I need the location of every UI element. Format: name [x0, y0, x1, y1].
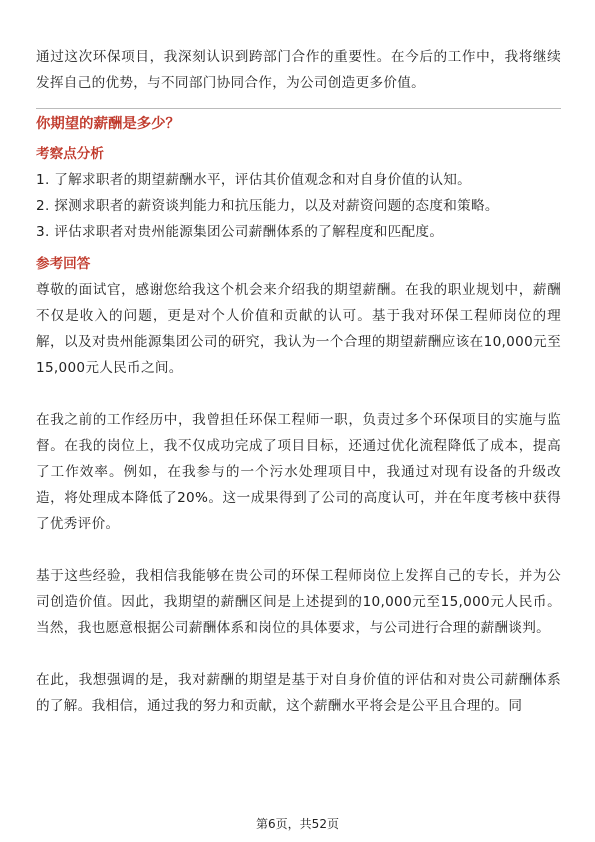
- answer-paragraph: 在我之前的工作经历中，我曾担任环保工程师一职，负责过多个环保项目的实施与监督。在我的岗位上，我不仅成功完成了项目目标，还通过优化流程降低了成本，提高了工作效率。例如，在我参与的一个污水处理项目中，我通过对现有设备的升级改造，将处理成本降低了20%。这一成果得到了公司的高度认可，并在年度考核中获得了优秀评价。: [36, 412, 561, 532]
- question-heading: 你期望的薪酬是多少？: [36, 116, 180, 132]
- paragraph-gap: [36, 537, 561, 563]
- paragraph-gap: [36, 641, 561, 667]
- document-page: [36, 44, 561, 719]
- answer-paragraph: 基于这些经验，我相信我能够在贵公司的环保工程师岗位上发挥自己的专长，并为公司创造价值。因此，我期望的薪酬区间是上述提到的10,000元至15,000元人民币。当然，我也愿意根据公司薪酬体系和岗位的具体要求，与公司进行合理的薪酬谈判。: [36, 568, 561, 636]
- analysis-item: 3. 评估求职者对贵州能源集团公司薪酬体系的了解程度和匹配度。: [36, 224, 444, 240]
- analysis-item: 1. 了解求职者的期望薪酬水平，评估其价值观念和对自身价值的认知。: [36, 172, 472, 188]
- answer-heading: 参考回答: [36, 256, 91, 272]
- analysis-item: 2. 探测求职者的薪资谈判能力和抗压能力，以及对薪资问题的态度和策略。: [36, 198, 499, 214]
- analysis-list: [36, 167, 561, 245]
- answer-paragraph: 尊敬的面试官，感谢您给我这个机会来介绍我的期望薪酬。在我的职业规划中，薪酬不仅是收入的问题，更是对个人价值和贡献的认可。基于我对环保工程师岗位的理解，以及对贵州能源集团公司的研究，我认为一个合理的期望薪酬应该在10,000元至15,000元人民币之间。: [36, 282, 561, 376]
- section-divider: [36, 108, 561, 109]
- answer-paragraph: 在此，我想强调的是，我对薪酬的期望是基于对自身价值的评估和对贵公司薪酬体系的了解。我相信，通过我的努力和贡献，这个薪酬水平将会是公平且合理的。同: [36, 672, 561, 714]
- analysis-heading: 考察点分析: [36, 146, 104, 162]
- paragraph-gap: [36, 381, 561, 407]
- page-number-footer: 第6页，共52页: [256, 817, 339, 831]
- intro-paragraph: 通过这次环保项目，我深刻认识到跨部门合作的重要性。在今后的工作中，我将继续发挥自己的优势，与不同部门协同合作，为公司创造更多价值。: [36, 49, 561, 91]
